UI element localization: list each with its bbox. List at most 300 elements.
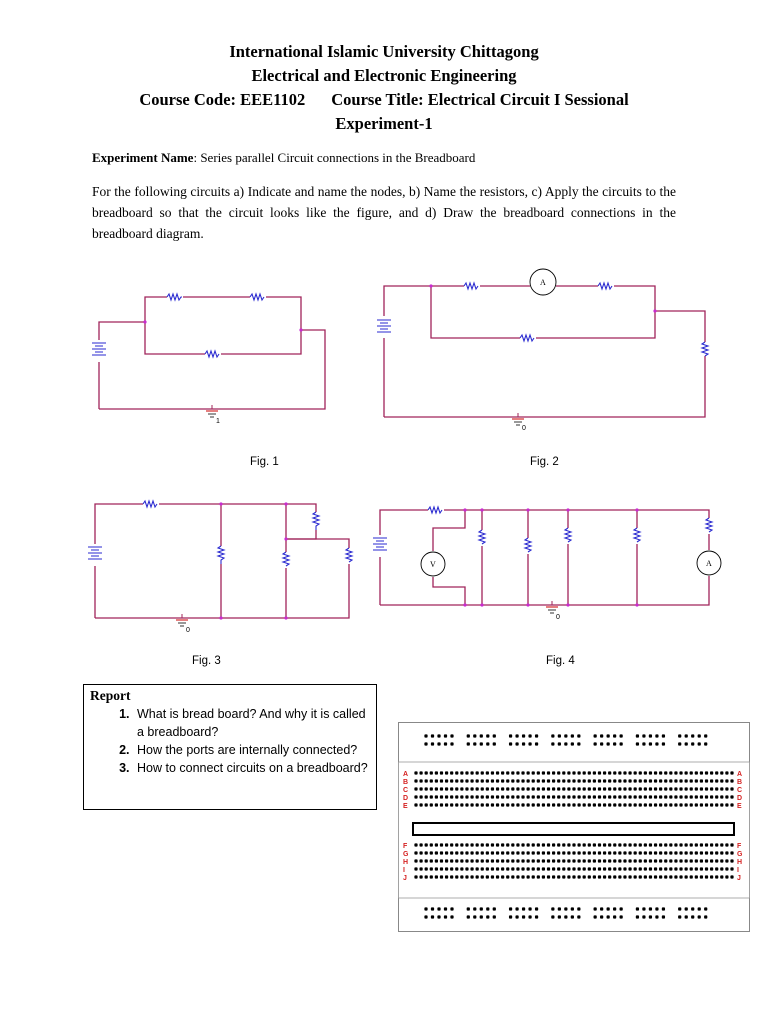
- breadboard-hole: [710, 843, 713, 846]
- breadboard-hole: [654, 859, 657, 862]
- breadboard-hole: [593, 843, 596, 846]
- breadboard-hole: [444, 742, 447, 745]
- breadboard-hole: [593, 795, 596, 798]
- breadboard-hole: [644, 787, 647, 790]
- breadboard-hole: [528, 734, 531, 737]
- breadboard-hole: [600, 742, 603, 745]
- breadboard-hole: [634, 795, 637, 798]
- breadboard-hole: [669, 875, 672, 878]
- breadboard-hole: [557, 875, 560, 878]
- breadboard-hole: [715, 803, 718, 806]
- breadboard-hole: [620, 915, 623, 918]
- breadboard-hole: [486, 851, 489, 854]
- breadboard-hole: [577, 771, 580, 774]
- breadboard-hole: [491, 771, 494, 774]
- course-title: Course Title: Electrical Circuit I Sessional: [331, 90, 629, 109]
- breadboard-hole: [460, 859, 463, 862]
- breadboard-hole: [649, 795, 652, 798]
- breadboard-hole: [481, 843, 484, 846]
- breadboard-hole: [481, 875, 484, 878]
- breadboard-hole: [659, 859, 662, 862]
- breadboard-hole: [705, 771, 708, 774]
- breadboard-hole: [642, 742, 645, 745]
- breadboard-hole: [486, 734, 489, 737]
- breadboard-hole: [481, 771, 484, 774]
- breadboard-hole: [491, 867, 494, 870]
- breadboard-hole: [506, 803, 509, 806]
- breadboard-hole: [542, 867, 545, 870]
- breadboard-hole: [537, 771, 540, 774]
- ground-label: 0: [556, 614, 560, 621]
- course-line: [0, 88, 768, 112]
- breadboard-hole: [440, 875, 443, 878]
- breadboard-hole: [437, 742, 440, 745]
- breadboard-hole: [567, 851, 570, 854]
- breadboard-hole: [470, 795, 473, 798]
- breadboard-hole: [669, 859, 672, 862]
- breadboard-hole: [414, 771, 417, 774]
- breadboard-hole: [623, 787, 626, 790]
- breadboard-hole: [654, 779, 657, 782]
- breadboard-hole: [532, 771, 535, 774]
- breadboard-hole: [445, 771, 448, 774]
- breadboard-hole: [644, 875, 647, 878]
- breadboard-hole: [473, 907, 476, 910]
- breadboard-hole: [516, 867, 519, 870]
- breadboard-hole: [557, 795, 560, 798]
- breadboard-hole: [583, 875, 586, 878]
- breadboard-hole: [437, 915, 440, 918]
- breadboard-hole: [440, 859, 443, 862]
- breadboard-hole: [535, 742, 538, 745]
- breadboard-hole: [527, 851, 530, 854]
- breadboard-hole: [521, 843, 524, 846]
- breadboard-hole: [467, 907, 470, 910]
- breadboard-hole: [430, 787, 433, 790]
- breadboard-hole: [564, 915, 567, 918]
- breadboard-hole: [715, 867, 718, 870]
- breadboard-hole: [730, 771, 733, 774]
- breadboard-hole: [639, 803, 642, 806]
- breadboard-hole: [496, 867, 499, 870]
- breadboard-hole: [588, 851, 591, 854]
- breadboard-hole: [537, 867, 540, 870]
- breadboard-hole: [618, 787, 621, 790]
- breadboard-hole: [654, 843, 657, 846]
- breadboard-hole: [424, 915, 427, 918]
- breadboard-hole: [588, 859, 591, 862]
- breadboard-hole: [480, 734, 483, 737]
- breadboard-hole: [691, 734, 694, 737]
- breadboard-hole: [445, 779, 448, 782]
- breadboard-hole: [603, 843, 606, 846]
- breadboard-hole: [450, 771, 453, 774]
- breadboard-hole: [552, 779, 555, 782]
- breadboard-hole: [496, 851, 499, 854]
- breadboard-hole: [730, 843, 733, 846]
- breadboard-hole: [567, 771, 570, 774]
- breadboard-hole: [730, 859, 733, 862]
- breadboard-hole: [715, 779, 718, 782]
- ground-icon: [206, 405, 220, 425]
- breadboard-hole: [493, 907, 496, 910]
- breadboard-hole: [678, 915, 681, 918]
- breadboard-hole: [588, 875, 591, 878]
- breadboard-hole: [613, 907, 616, 910]
- breadboard-hole: [572, 843, 575, 846]
- breadboard-hole: [685, 867, 688, 870]
- breadboard-hole: [620, 907, 623, 910]
- breadboard-hole: [593, 787, 596, 790]
- breadboard-hole: [450, 742, 453, 745]
- breadboard-hole: [644, 843, 647, 846]
- breadboard-hole: [470, 771, 473, 774]
- breadboard-hole: [725, 803, 728, 806]
- breadboard-hole: [679, 795, 682, 798]
- breadboard-hole: [710, 859, 713, 862]
- breadboard-hole: [704, 742, 707, 745]
- breadboard-hole: [450, 803, 453, 806]
- breadboard-hole: [679, 851, 682, 854]
- breadboard-hole: [623, 851, 626, 854]
- breadboard-hole: [542, 875, 545, 878]
- breadboard-hole: [532, 867, 535, 870]
- breadboard-hole: [600, 907, 603, 910]
- breadboard-hole: [491, 851, 494, 854]
- breadboard-hole: [486, 771, 489, 774]
- university-name: International Islamic University Chittagong: [229, 42, 539, 61]
- breadboard-hole: [695, 851, 698, 854]
- breadboard-hole: [491, 843, 494, 846]
- breadboard-hole: [613, 915, 616, 918]
- breadboard-hole: [598, 771, 601, 774]
- breadboard-hole: [496, 787, 499, 790]
- breadboard-hole: [537, 859, 540, 862]
- breadboard-hole: [419, 787, 422, 790]
- breadboard-hole: [685, 875, 688, 878]
- breadboard-hole: [467, 915, 470, 918]
- breadboard-hole: [628, 779, 631, 782]
- breadboard-hole: [493, 915, 496, 918]
- breadboard-hole: [460, 851, 463, 854]
- breadboard-row-letter: C: [737, 787, 743, 794]
- breadboard-hole: [567, 859, 570, 862]
- breadboard-hole: [685, 915, 688, 918]
- breadboard-hole: [664, 851, 667, 854]
- breadboard-hole: [730, 803, 733, 806]
- breadboard-hole: [419, 803, 422, 806]
- breadboard-hole: [618, 843, 621, 846]
- breadboard-hole: [691, 907, 694, 910]
- breadboard-hole: [535, 907, 538, 910]
- breadboard-hole: [700, 851, 703, 854]
- breadboard-hole: [501, 803, 504, 806]
- breadboard-hole: [608, 867, 611, 870]
- breadboard-hole: [481, 803, 484, 806]
- breadboard-hole: [430, 867, 433, 870]
- breadboard-hole: [603, 787, 606, 790]
- breadboard-hole: [690, 867, 693, 870]
- breadboard-hole: [476, 859, 479, 862]
- breadboard-hole: [613, 742, 616, 745]
- breadboard-hole: [481, 867, 484, 870]
- breadboard-hole: [720, 787, 723, 790]
- breadboard-hole: [642, 734, 645, 737]
- breadboard-hole: [558, 734, 561, 737]
- breadboard-hole: [528, 907, 531, 910]
- breadboard-hole: [634, 875, 637, 878]
- breadboard-row-letter: E: [403, 803, 408, 810]
- voltmeter-icon: [421, 552, 445, 576]
- breadboard-hole: [506, 779, 509, 782]
- breadboard-hole: [700, 803, 703, 806]
- breadboard-hole: [425, 795, 428, 798]
- breadboard-hole: [467, 734, 470, 737]
- breadboard-hole: [715, 859, 718, 862]
- breadboard-hole: [465, 795, 468, 798]
- breadboard-hole: [435, 771, 438, 774]
- breadboard-hole: [521, 787, 524, 790]
- breadboard-hole: [470, 787, 473, 790]
- breadboard-hole: [470, 803, 473, 806]
- breadboard-hole: [720, 867, 723, 870]
- breadboard-hole: [476, 787, 479, 790]
- breadboard-hole: [547, 843, 550, 846]
- experiment-name-value: : Series parallel Circuit connections in the Breadboard: [193, 150, 476, 165]
- breadboard-hole: [704, 907, 707, 910]
- breadboard-hole: [521, 859, 524, 862]
- breadboard-hole: [613, 795, 616, 798]
- breadboard-hole: [608, 795, 611, 798]
- breadboard-hole: [480, 742, 483, 745]
- breadboard-hole: [455, 867, 458, 870]
- breadboard-hole: [465, 771, 468, 774]
- breadboard-hole: [654, 787, 657, 790]
- breadboard-hole: [720, 851, 723, 854]
- breadboard-hole: [455, 851, 458, 854]
- breadboard-hole: [542, 795, 545, 798]
- figure-2-circuit: [370, 266, 720, 436]
- breadboard-hole: [659, 779, 662, 782]
- breadboard-hole: [725, 859, 728, 862]
- breadboard-hole: [470, 851, 473, 854]
- breadboard-hole: [431, 734, 434, 737]
- breadboard-hole: [557, 843, 560, 846]
- breadboard-hole: [425, 867, 428, 870]
- breadboard-hole: [516, 843, 519, 846]
- breadboard-hole: [659, 771, 662, 774]
- breadboard-hole: [607, 907, 610, 910]
- breadboard-hole: [515, 915, 518, 918]
- breadboard-hole: [705, 787, 708, 790]
- ground-label: 0: [186, 627, 190, 634]
- ammeter-icon: [697, 551, 721, 575]
- breadboard-hole: [419, 795, 422, 798]
- breadboard-hole: [674, 771, 677, 774]
- breadboard-hole: [521, 803, 524, 806]
- breadboard-hole: [486, 795, 489, 798]
- breadboard-hole: [532, 795, 535, 798]
- breadboard-hole: [644, 771, 647, 774]
- breadboard-hole: [654, 771, 657, 774]
- breadboard-hole: [465, 787, 468, 790]
- breadboard-hole: [537, 843, 540, 846]
- breadboard-hole: [486, 915, 489, 918]
- breadboard-hole: [440, 787, 443, 790]
- breadboard-hole: [419, 867, 422, 870]
- breadboard-hole: [613, 771, 616, 774]
- breadboard-hole: [460, 803, 463, 806]
- breadboard-hole: [685, 734, 688, 737]
- breadboard-hole: [664, 779, 667, 782]
- experiment-number: Experiment-1: [335, 114, 433, 133]
- breadboard-hole: [567, 867, 570, 870]
- breadboard-hole: [516, 795, 519, 798]
- breadboard-hole: [620, 734, 623, 737]
- breadboard-hole: [649, 867, 652, 870]
- breadboard-hole: [532, 851, 535, 854]
- breadboard-hole: [623, 843, 626, 846]
- breadboard-hole: [445, 843, 448, 846]
- breadboard-hole: [455, 843, 458, 846]
- breadboard-hole: [424, 734, 427, 737]
- breadboard-hole: [535, 734, 538, 737]
- breadboard-hole: [685, 907, 688, 910]
- breadboard-hole: [527, 795, 530, 798]
- breadboard-hole: [537, 803, 540, 806]
- breadboard-hole: [674, 803, 677, 806]
- breadboard-hole: [662, 915, 665, 918]
- breadboard-hole: [571, 742, 574, 745]
- breadboard-hole: [664, 787, 667, 790]
- breadboard-hole: [628, 875, 631, 878]
- breadboard-hole: [414, 875, 417, 878]
- breadboard-hole: [715, 795, 718, 798]
- breadboard-hole: [571, 915, 574, 918]
- breadboard-hole: [618, 779, 621, 782]
- breadboard-hole: [593, 859, 596, 862]
- breadboard-row-letter: G: [737, 851, 743, 858]
- breadboard-hole: [598, 867, 601, 870]
- breadboard-hole: [537, 779, 540, 782]
- breadboard-hole: [465, 859, 468, 862]
- breadboard-hole: [476, 851, 479, 854]
- breadboard-hole: [618, 851, 621, 854]
- breadboard-hole: [613, 779, 616, 782]
- report-question: 1. What is bread board? And why it is called a breadboard?: [133, 705, 370, 741]
- report-box: [83, 684, 377, 810]
- breadboard-hole: [552, 851, 555, 854]
- breadboard-hole: [674, 787, 677, 790]
- breadboard-hole: [598, 859, 601, 862]
- breadboard-hole: [690, 787, 693, 790]
- breadboard-hole: [720, 795, 723, 798]
- breadboard-hole: [634, 779, 637, 782]
- breadboard-hole: [445, 803, 448, 806]
- breadboard-hole: [572, 859, 575, 862]
- breadboard-hole: [455, 803, 458, 806]
- breadboard-hole: [685, 771, 688, 774]
- breadboard-hole: [425, 803, 428, 806]
- breadboard-hole: [557, 867, 560, 870]
- breadboard-hole: [440, 843, 443, 846]
- breadboard-hole: [649, 915, 652, 918]
- breadboard-hole: [710, 851, 713, 854]
- experiment-name-label: Experiment Name: [92, 150, 194, 165]
- breadboard-hole: [430, 771, 433, 774]
- breadboard-hole: [515, 742, 518, 745]
- breadboard-hole: [547, 787, 550, 790]
- breadboard-hole: [705, 843, 708, 846]
- breadboard-hole: [654, 803, 657, 806]
- breadboard-hole: [608, 851, 611, 854]
- breadboard-hole: [603, 875, 606, 878]
- breadboard-hole: [608, 803, 611, 806]
- breadboard-hole: [486, 875, 489, 878]
- breadboard-row-letter: E: [737, 803, 742, 810]
- breadboard-hole: [678, 907, 681, 910]
- breadboard-hole: [577, 915, 580, 918]
- breadboard-hole: [654, 867, 657, 870]
- breadboard-hole: [435, 851, 438, 854]
- breadboard-hole: [679, 859, 682, 862]
- breadboard-hole: [679, 867, 682, 870]
- breadboard-hole: [547, 771, 550, 774]
- breadboard-hole: [577, 795, 580, 798]
- breadboard-hole: [460, 787, 463, 790]
- breadboard-hole: [583, 771, 586, 774]
- breadboard-hole: [430, 803, 433, 806]
- figure-2-caption: Fig. 2: [530, 456, 559, 468]
- breadboard-hole: [516, 859, 519, 862]
- breadboard-hole: [608, 859, 611, 862]
- ground-icon: [512, 413, 526, 432]
- breadboard-hole: [465, 843, 468, 846]
- breadboard-hole: [654, 851, 657, 854]
- breadboard-hole: [700, 787, 703, 790]
- breadboard-hole: [715, 851, 718, 854]
- breadboard-hole: [562, 771, 565, 774]
- breadboard-hole: [679, 843, 682, 846]
- breadboard-hole: [425, 779, 428, 782]
- breadboard-hole: [695, 771, 698, 774]
- breadboard-hole: [567, 795, 570, 798]
- breadboard-hole: [618, 859, 621, 862]
- breadboard-hole: [567, 787, 570, 790]
- breadboard-hole: [435, 803, 438, 806]
- breadboard-hole: [644, 779, 647, 782]
- breadboard-hole: [501, 787, 504, 790]
- breadboard-hole: [532, 803, 535, 806]
- breadboard-hole: [465, 851, 468, 854]
- breadboard-hole: [634, 803, 637, 806]
- breadboard-hole: [659, 787, 662, 790]
- breadboard-hole: [522, 907, 525, 910]
- breadboard-hole: [695, 787, 698, 790]
- breadboard-hole: [486, 787, 489, 790]
- breadboard-hole: [424, 907, 427, 910]
- breadboard-hole: [552, 859, 555, 862]
- breadboard-hole: [659, 803, 662, 806]
- breadboard-hole: [557, 803, 560, 806]
- breadboard-hole: [470, 875, 473, 878]
- breadboard-hole: [700, 867, 703, 870]
- breadboard-hole: [577, 787, 580, 790]
- breadboard-hole: [594, 734, 597, 737]
- breadboard-hole: [674, 875, 677, 878]
- breadboard-hole: [521, 867, 524, 870]
- breadboard-hole: [460, 779, 463, 782]
